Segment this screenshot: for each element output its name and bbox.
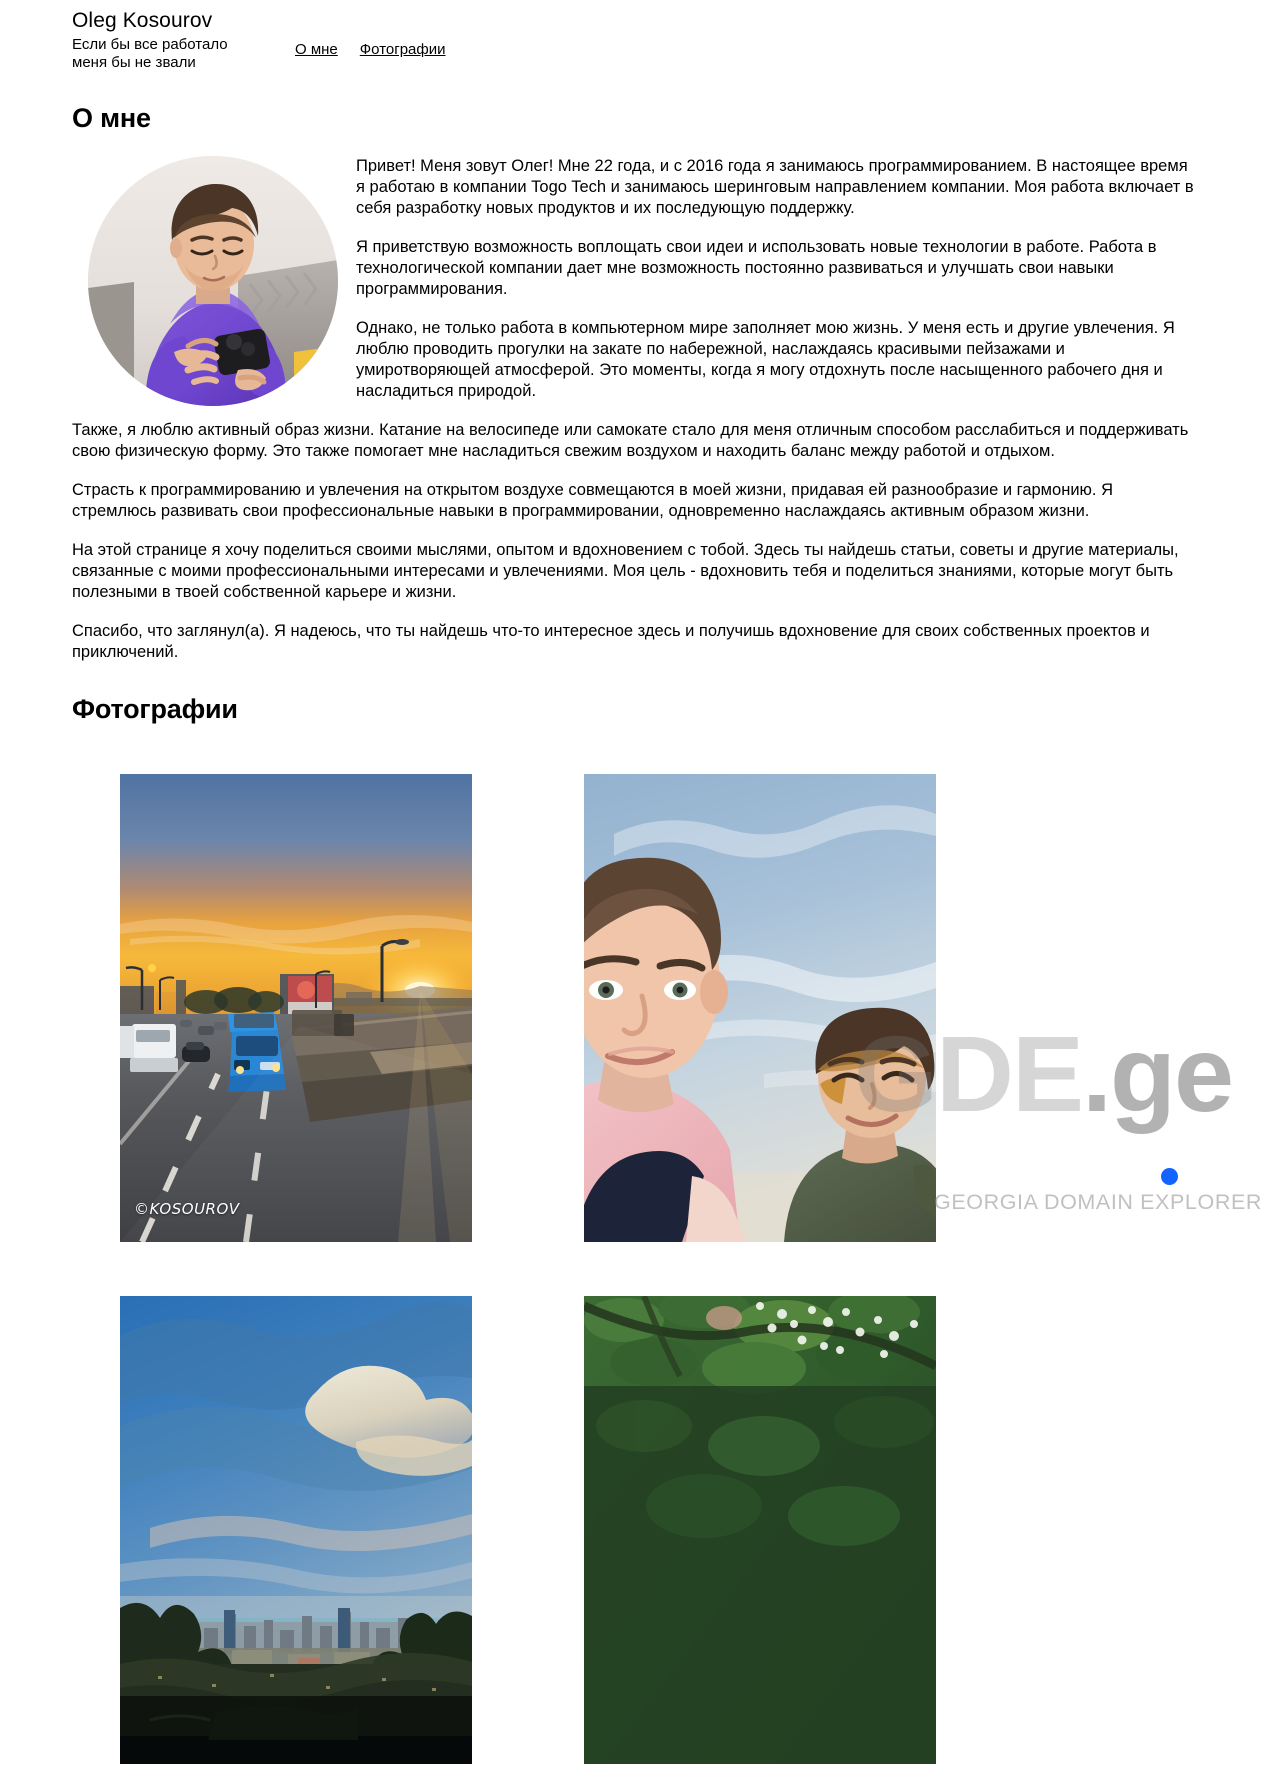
photo-green-foliage[interactable] <box>584 1296 936 1764</box>
gde-watermark-main: GDE <box>854 1013 1083 1134</box>
site-header <box>0 0 1280 72</box>
about-paragraph-2: Я приветствую возможность воплощать свои идеи и использовать новые технологии в работе. Работа в технологической компании дает мне возможность постоянно развиваться и улучшать свои навыки программирования. <box>356 238 1157 299</box>
photo-gallery <box>72 758 1200 1780</box>
about-paragraph-1: Привет! Меня зовут Олег! Мне 22 года, и с 2016 года я занимаюсь программированием. В настоящее время я работаю в компании Togo Tech и занимаюсь шеринговым направлением компании. Моя работа включает в себя разработку новых продуктов и их последующую поддержку. <box>356 157 1194 218</box>
site-nav <box>295 8 446 58</box>
photo-watermark-kosourov: ©KOSOUROV <box>134 1199 240 1218</box>
photo-city-skyline[interactable] <box>120 1296 472 1764</box>
brand-title: Oleg Kosourov <box>72 9 213 32</box>
nav-link-photos[interactable]: Фотографии <box>359 41 446 58</box>
avatar <box>88 156 338 406</box>
about-paragraph-4: Также, я люблю активный образ жизни. Катание на велосипеде или самокате стало для меня отличным способом расслабиться и поддерживать свою физическую форму. Это также помогает мне насладиться свежим воздухом и находить баланс между работой и отдыхом. <box>72 421 1189 461</box>
gde-watermark-subtitle: GEORGIA DOMAIN EXPLORER <box>934 1190 1263 1214</box>
brand-tagline: Если бы все работало меня бы не звали <box>72 36 228 71</box>
about-paragraph-5: Страсть к программированию и увлечения на открытом воздухе совмещаются в моей жизни, придавая ей разнообразие и гармонию. Я стремлюсь развивать свои профессиональные навыки в программировании, одновременно наслаждаясь активным образом жизни. <box>72 481 1113 521</box>
main-content <box>0 102 1280 1780</box>
brand[interactable] <box>72 8 247 72</box>
about-paragraph-7: Спасибо, что заглянул(а). Я надеюсь, что ты найдешь что-то интересное здесь и получишь вдохновение для своих собственных проектов и приключений. <box>72 622 1150 662</box>
photo-selfie-sky[interactable] <box>584 774 936 1242</box>
photo-sunset-highway[interactable] <box>120 774 472 1242</box>
about-paragraph-6: На этой странице я хочу поделиться своими мыслями, опытом и вдохновением с тобой. Здесь ты найдешь статьи, советы и другие материалы, связанные с моими профессиональными интересами и увлечениями. Моя цель - вдохновить тебя и поделиться знаниями, которые могут быть полезными в твоей собственной карьере и жизни. <box>72 541 1179 602</box>
gde-watermark-suffix: .ge <box>1082 1013 1233 1134</box>
about-block <box>72 156 1200 663</box>
page-title-about: О мне <box>72 103 151 133</box>
nav-link-about[interactable]: О мне <box>295 41 338 58</box>
about-paragraph-3: Однако, не только работа в компьютерном мире заполняет мою жизнь. У меня есть и другие увлечения. Я люблю проводить прогулки на закате по набережной, наслаждаясь красивыми пейзажами и умиротворяющей атмосферой. Это моменты, когда я могу отдохнуть после насыщенного рабочего дня и насладиться природой. <box>356 319 1175 401</box>
page-title-photos: Фотографии <box>72 694 238 725</box>
